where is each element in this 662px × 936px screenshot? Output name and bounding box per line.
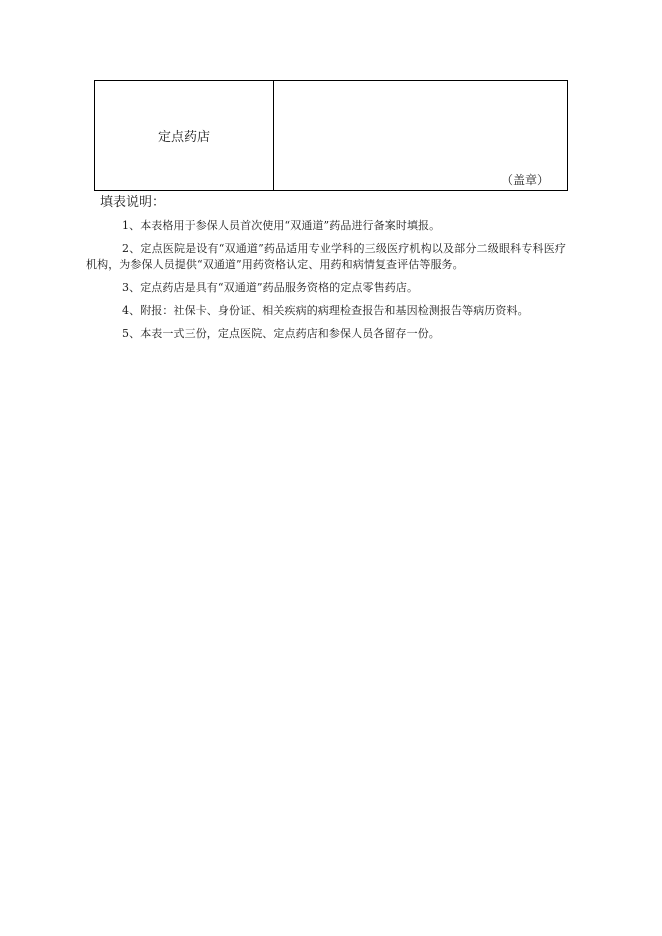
instructions-title: 填表说明： (100, 195, 166, 210)
pharmacy-row (94, 80, 568, 191)
pharmacy-label: 定点药店 (157, 130, 210, 145)
instruction-item: 1、本表格用于参保人员首次使用“双通道”药品进行备案时填报。 (122, 219, 441, 232)
instruction-item: 2、定点医院是设有“双通道”药品适用专业学科的三级医疗机构以及部分二级眼科专科医疗机构，为参保人员提供“双通道”用药资格认定、用药和病情复查评估等服务。 (86, 242, 566, 271)
instruction-item: 5、本表一式三份，定点医院、定点药店和参保人员各留存一份。 (122, 327, 440, 340)
instruction-item: 4、附报：社保卡、身份证、相关疾病的病理检查报告和基因检测报告等病历资料。 (122, 304, 529, 317)
pharmacy-value-cell (274, 81, 567, 190)
instruction-item: 3、定点药店是具有“双通道”药品服务资格的定点零售药店。 (122, 281, 419, 294)
pharmacy-label-cell (95, 81, 274, 190)
seal-text: （盖章） (500, 173, 549, 187)
filling-instructions (86, 194, 566, 349)
